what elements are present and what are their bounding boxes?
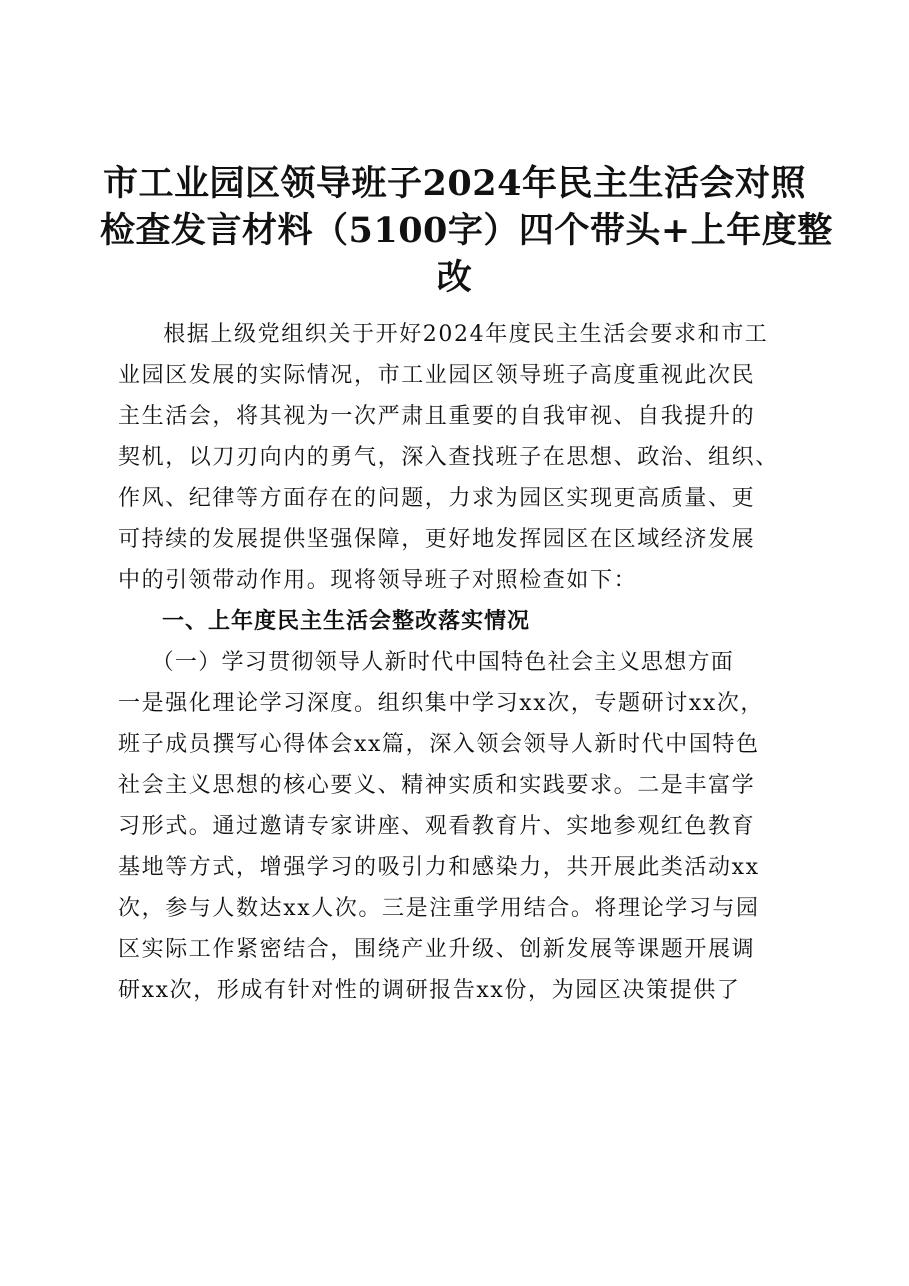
intro-line-2: 业园区发展的实际情况，市工业园区领导班子高度重视此次民 [118,363,756,388]
title-line-3: 改 [436,257,473,298]
subsection-heading-1: （一）学习贯彻领导人新时代中国特色社会主义思想方面 [116,650,735,675]
paragraph-line-4: 习形式。通过邀请专家讲座、观看教育片、实地参观红色教育 [118,814,756,839]
document-body [116,314,824,1011]
section-heading-1: 一、上年度民主生活会整改落实情况 [116,608,531,634]
paragraph-line-7: 区实际工作紧密结合，围绕产业升级、创新发展等课题开展调 [118,937,756,962]
intro-line-5: 作风、纪律等方面存在的问题，力求为园区实现更高质量、更 [118,486,756,511]
intro-line-1: 根据上级党组织关于开好2024年度民主生活会要求和市工 [116,322,769,347]
document-title [100,160,833,301]
paragraph-line-5: 基地等方式，增强学习的吸引力和感染力，共开展此类活动xx [118,855,760,880]
paragraph-line-8: 研xx次，形成有针对性的调研报告xx份，为园区决策提供了 [118,978,741,1003]
intro-line-7: 中的引领带动作用。现将领导班子对照检查如下： [118,568,638,593]
paragraph-line-2: 班子成员撰写心得体会xx篇，深入领会领导人新时代中国特色 [118,732,760,757]
paragraph-line-1: 一是强化理论学习深度。组织集中学习xx次，专题研讨xx次， [118,691,765,716]
intro-line-4: 契机，以刀刃向内的勇气，深入查找班子在思想、政治、组织、 [118,445,779,470]
paragraph-line-3: 社会主义思想的核心要义、精神实质和实践要求。二是丰富学 [118,773,756,798]
intro-line-6: 可持续的发展提供坚强保障，更好地发挥园区在区域经济发展 [118,527,756,552]
paragraph-line-6: 次，参与人数达xx人次。三是注重学用结合。将理论学习与园 [118,896,760,921]
intro-line-3: 主生活会，将其视为一次严肃且重要的自我审视、自我提升的 [118,404,756,429]
title-line-1: 市工业园区领导班子2024年民主生活会对照 [103,163,806,204]
title-line-2: 检查发言材料（5100字）四个带头+上年度整 [100,210,833,251]
